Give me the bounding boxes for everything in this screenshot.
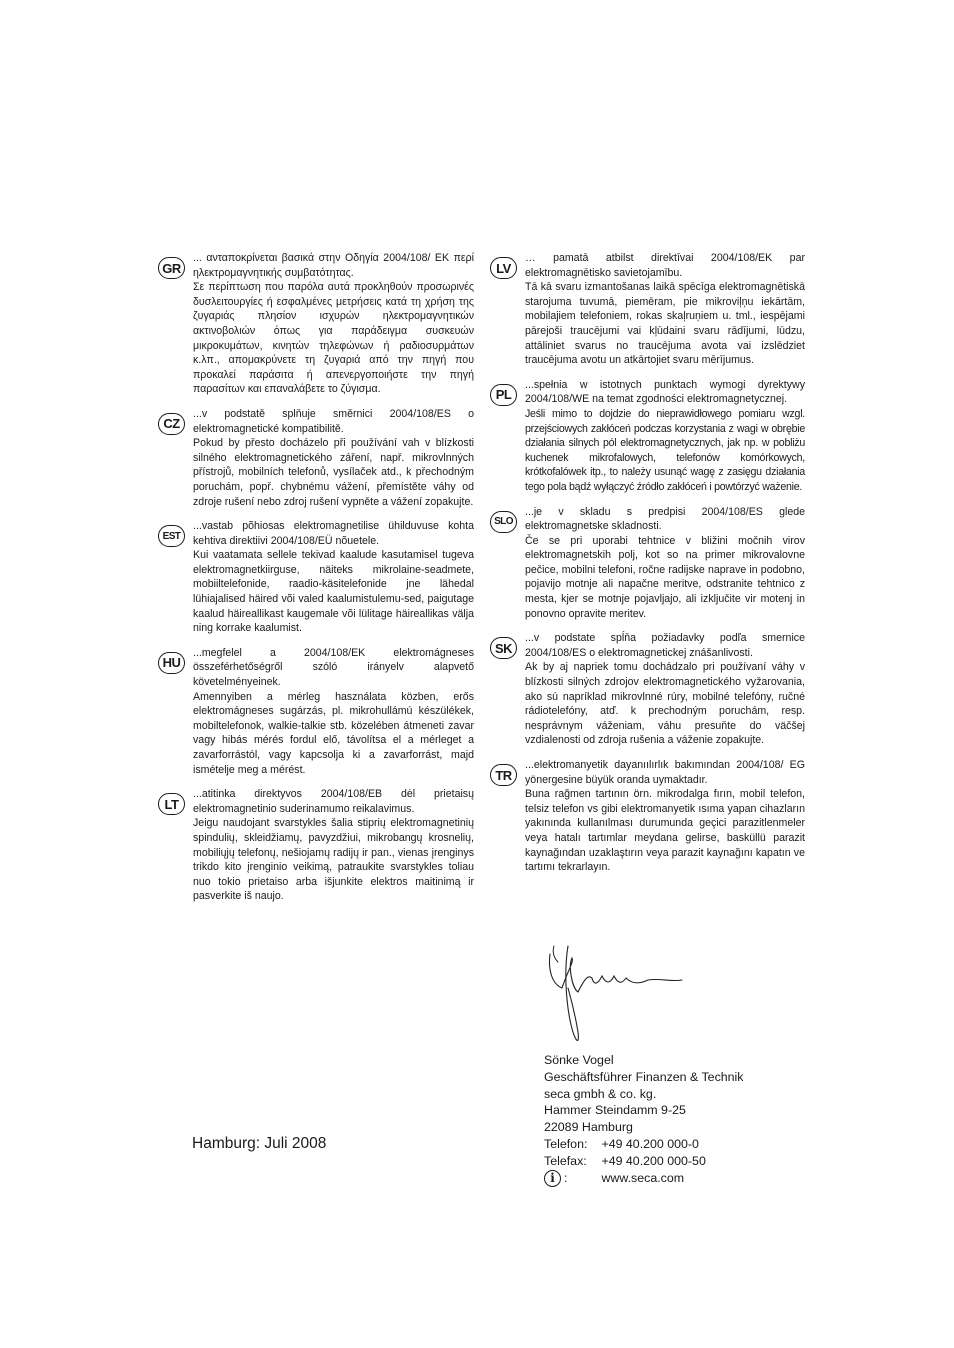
- entry-cz: [158, 407, 474, 509]
- country-badge-lt: LT: [158, 793, 185, 815]
- signatory-title: Geschäftsführer Finanzen & Technik: [544, 1069, 744, 1084]
- country-badge-slo: SLO: [490, 511, 517, 533]
- declaration-body-slo: Če se pri uporabi tehtnice v bližini močnih virov elektromagnetskih polj, kot so na primer mikrovalovne pečice, mobilni telefoni, ročne radijske naprave in podobno, pojavijo motnje ali napačne meritve, odstranite tehtnico z mesta, kjer se motnje pojavljajo, ali izključite vir motenj in ponovno opravite meritev.: [525, 534, 805, 620]
- country-badge-tr: TR: [490, 764, 517, 786]
- entry-lt: [158, 787, 474, 904]
- country-badge-cz: CZ: [158, 413, 185, 435]
- declaration-body-sk: Ak by aj napriek tomu dochádzalo pri používaní váhy v blízkosti silných zdrojov elektromagnetického vyžarovania, ako sú napríklad mikrovlnné rúry, mobilné telefóny, ručné rádiotelefóny, atď. k prechodným poruchám, resp. nesprávnym váženiam, váhu presuňte do väčšej vzdialenosti od zdroja rušenia a váženie zopakujte.: [525, 661, 805, 747]
- web-row: [544, 1170, 744, 1187]
- declaration-head-slo: ...je v skladu s predpisi 2004/108/ES glede elektromagnetske skladnosti.: [525, 505, 805, 533]
- declaration-head-gr: ... ανταποκρίνεται βασικά στην Οδηγία 2004/108/ ΕΚ περί ηλεκτρομαγνητικής συμβατότητας.: [193, 252, 474, 279]
- entry-tr: [490, 758, 805, 875]
- country-badge-hu: HU: [158, 652, 185, 674]
- country-badge-pl: PL: [490, 384, 517, 406]
- declaration-head-hu: ...megfelel a 2004/108/EK elektromágneses összeférhetőségről szóló irányelv alapvető követelményeinek.: [193, 646, 474, 689]
- declaration-body-lv: Tā kā svaru izmantošanas laikā spēcīga elektromagnētiskā starojuma tuvumā, piemēram, pie mikroviļņu iekārtām, mobilajiem telefoniem, rokas skaļruņiem u. tml., iespējami pārejoši traucējumi vai kļūdaini svaru rādījumi, lūdzu, attāliniet svarus no traucējuma avota vai izslēdziet traucējuma avotu un atkārtojiet svaru mērījumus.: [525, 281, 805, 367]
- street-address: Hammer Steindamm 9-25: [544, 1103, 686, 1118]
- entry-est: [158, 519, 474, 636]
- declaration-body-tr: Buna rağmen tartının örn. mikrodalga fırın, mobil telefon, telsiz telefon vs gibi elektromanyetik ısıma yapan cihazların yakınında kullanılması durumunda geçici parazitlenmeler veya hatalı tartımlar meydana gelirse, basküllü parazit kaynağından uzaklaştırın veya parazit kaynağını kapatın ve tartımı tekrarlayın.: [525, 788, 805, 874]
- fax-row: [544, 1153, 744, 1170]
- declaration-head-pl: ...spełnia w istotnych punktach wymogi dyrektywy 2004/108/WE na temat zgodności elektromagnetycznej.: [525, 378, 805, 406]
- entry-sk: [490, 631, 805, 748]
- declaration-body-est: Kui vaatamata sellele tekivad kaalude kasutamisel tugeva elektromagnetkiirguse, näiteks mikrolaine-seadmete, mobiiltelefonide, raadio-käsitelefonide jne lähedal lühiajalised häired või valed kaalumistulemu-sed, paigutage kaalud häireallikast kaugemale või lülitage häireallikas välja ning korrake kaalumist.: [193, 549, 474, 635]
- declaration-body-pl: Jeśli mimo to dojdzie do nieprawidłowego pomiaru wzgl. przejściowych zakłóceń podczas korzystania z wagi w obrębie działania silnych pól elektromagnetycznych, jak np. w pobliżu kuchenek mikrofalowych, telefonów komórkowych, krótkofalówek itp., to należy usunąć wagę z zasięgu działania tego pola bądź wyłączyć źródło zakłóceń i powtórzyć ważenie.: [525, 407, 805, 493]
- phone-row: [544, 1136, 744, 1153]
- signatory-name: Sönke Vogel: [544, 1053, 614, 1067]
- phone-label: Telefon:: [544, 1136, 588, 1151]
- declaration-head-tr: ...elektromanyetik dayanıılırlık bakımından 2004/108/ EG yönergesine büyük oranda uymaktadır.: [525, 759, 805, 786]
- place-date: Hamburg: Juli 2008: [192, 1135, 327, 1152]
- declaration-body-lt: Jeigu naudojant svarstykles šalia stiprių elektromagnetinių spindulių, skleidžiamų, pavyzdžiui, mikrobangų krosnelių, mobiliųjų telefonų, nešiojamų radijų ir pan., vienas įrenginys trikdo kito įrenginio veikimą, patraukite svarstykles toliau nuo tokio prietaiso arba išjunkite elektros maitinimą ir pasverkite iš naujo.: [193, 817, 474, 903]
- declaration-body-cz: Pokud by přesto docházelo při používání vah v blízkosti silného elektromagnetického záření, např. mikrovlnných přístrojů, mobilních telefonů, vysílaček atd., k přechodným poruchám, popř. chybnému vážení, přemístěte váhy od zdroje rušení nebo zdroj rušení vypněte a vážení zopakujte.: [193, 437, 474, 508]
- country-badge-gr: GR: [158, 257, 185, 279]
- info-icon: i: [544, 1170, 561, 1187]
- postal-city: 22089 Hamburg: [544, 1120, 633, 1135]
- declaration-body-gr: Σε περίπτωση που παρόλα αυτά προκληθούν προσωρινές δυσλειτουργίες ή εσφαλμένες μετρήσεις κατά τη χρήση της ζυγαριάς πλησίον ισχυρών ηλεκτρομαγνητικών ακτινοβολιών όπως για παράδειγμα συσκευών μικροκυμάτων, κινητών τηλεφώνων ή ραδιοσυρμάτων κ.λπ., απομακρύνετε τη ζυγαριά από την πηγή που προκαλεί παράσιτα ή απενεργοποιήστε την πηγή παρασίτων και επαναλάβετε το ζύγισμα.: [193, 281, 474, 396]
- phone-number: +49 40.200 000-0: [601, 1136, 699, 1151]
- web-label: :: [564, 1170, 568, 1185]
- left-column: [158, 251, 474, 904]
- right-column: [490, 251, 805, 875]
- entry-hu: [158, 646, 474, 777]
- handwritten-signature: [540, 940, 690, 1052]
- signatory-block: [544, 1052, 744, 1187]
- country-badge-est: EST: [158, 525, 185, 547]
- country-badge-sk: SK: [490, 637, 517, 659]
- country-badge-lv: LV: [490, 257, 517, 279]
- entry-lv: [490, 251, 805, 368]
- entry-gr: [158, 251, 474, 397]
- declaration-head-cz: ...v podstatě splňuje směrnici 2004/108/ES o elektromagnetické kompatibilitě.: [193, 407, 474, 435]
- entry-pl: [490, 378, 805, 495]
- website: www.seca.com: [601, 1170, 685, 1185]
- declaration-head-lv: … pamatā atbilst direktīvai 2004/108/EK par elektromagnētisko savietojamību.: [525, 252, 805, 279]
- fax-number: +49 40.200 000-50: [601, 1153, 706, 1168]
- declaration-head-est: ...vastab põhiosas elektromagnetilise ühilduvuse kohta kehtiva direktiivi 2004/108/EÜ nõuetele.: [193, 520, 474, 547]
- entry-slo: [490, 505, 805, 622]
- declaration-head-sk: ...v podstate spĺňa požiadavky podľa smernice 2004/108/ES o elektromagnetickej znášanlivosti.: [525, 632, 805, 659]
- declaration-head-lt: ...atitinka direktyvos 2004/108/EB dėl prietaisų elektromagnetinio suderinamumo reikalavimus.: [193, 788, 474, 815]
- declaration-body-hu: Amennyiben a mérleg használata közben, erős elektromágneses sugárzás, pl. mikrohullámú készülékek, mobiltelefonok, walkie-talkie stb. közelében átmeneti zavar vagy hibás mérés fordul elő, távolítsa el a mérleget a zavarforrástól, vagy kapcsolja ki a zavarforrást, majd ismételje meg a mérést.: [193, 690, 474, 776]
- company-name: seca gmbh & co. kg.: [544, 1086, 657, 1101]
- fax-label: Telefax:: [544, 1153, 587, 1168]
